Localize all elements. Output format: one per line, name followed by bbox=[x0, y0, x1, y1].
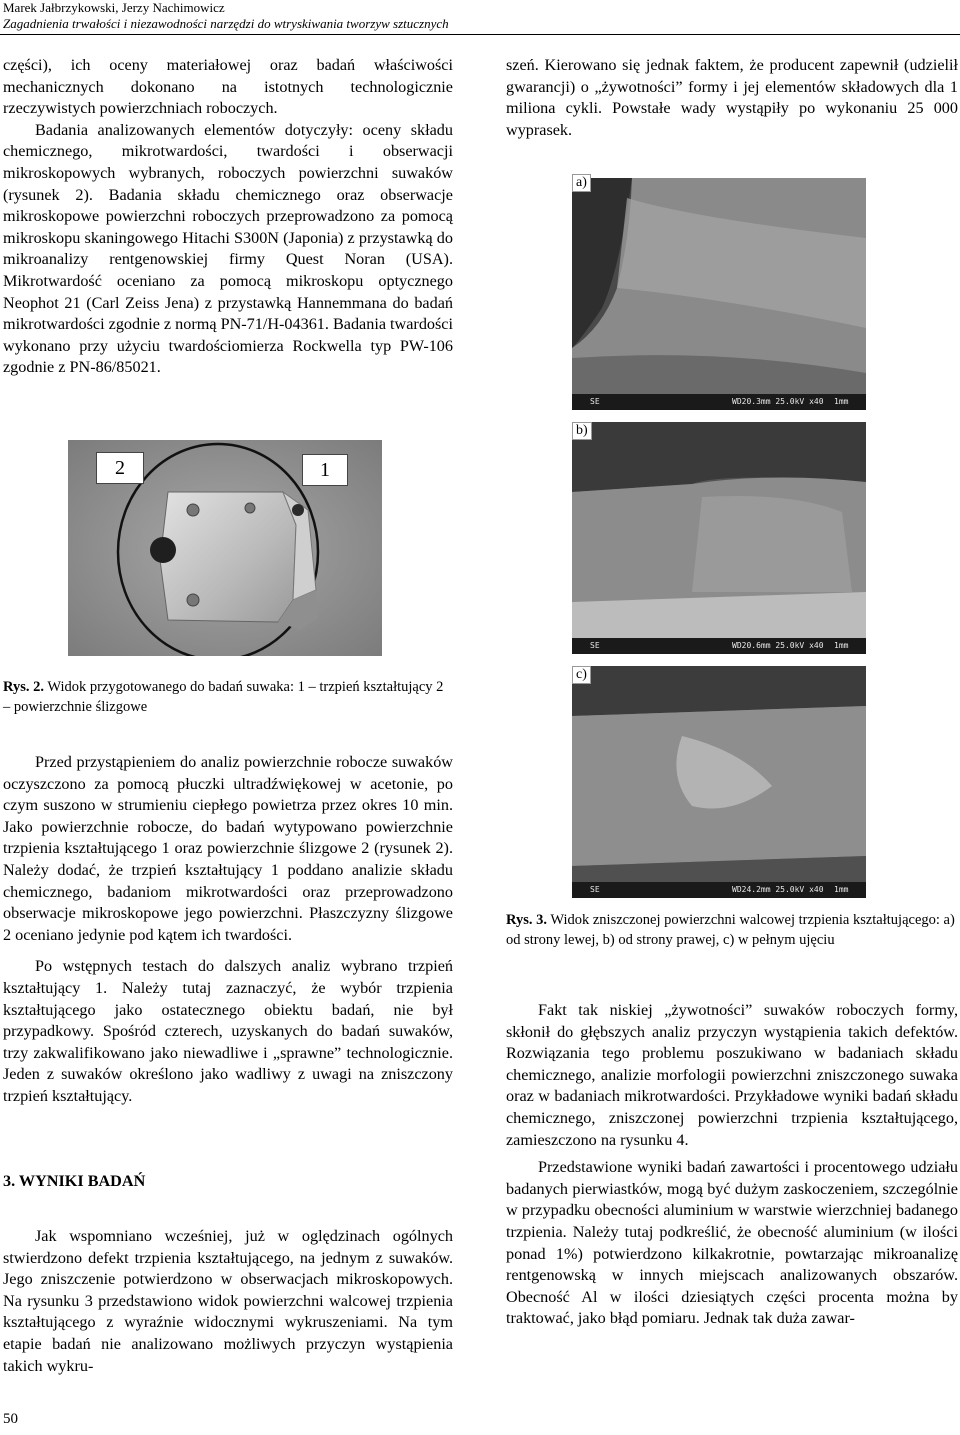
sem-b-drawing bbox=[572, 422, 866, 638]
sem-c-label: c) bbox=[572, 666, 591, 684]
figure-2-label-1: 1 bbox=[302, 454, 348, 486]
sem-image-b bbox=[572, 422, 866, 654]
paragraph: Po wstępnych testach do dalszych analiz wybrano trzpień kształtujący 1. Należy tutaj zaznaczyć, że wybór trzpienia kształtującego jako ostatecznego obiektu badań, nie był przypadkowy. Spośród czterech, uzyskanych do badań suwaków, trzy zakwalifikowano jako niewadliwe i „sprawne” technologicznie. Jeden z suwaków określono jako wadliwy z uwagi na zniszczony trzpień kształtujący. bbox=[3, 957, 453, 1105]
figure-2-label-2: 2 bbox=[96, 452, 144, 484]
sem-image-a bbox=[572, 178, 866, 410]
page-number: 50 bbox=[3, 1411, 18, 1427]
sem-c-scale: 1mm bbox=[834, 885, 849, 894]
figure-2-photo bbox=[68, 440, 382, 656]
header-journal: Zagadnienia trwałości i niezawodności narzędzi do wtryskiwania tworzyw sztucznych bbox=[3, 16, 449, 31]
figure-3-caption bbox=[506, 910, 958, 950]
sem-c-info-bar bbox=[572, 882, 866, 898]
running-header bbox=[3, 0, 449, 32]
paragraph: Badania analizowanych elementów dotyczyły: oceny składu chemicznego, mikrotwardości, twardości i obserwacji mikroskopowych wybranych, roboczych powierzchni suwaków (rysunek 2). Badania składu chemicznego oraz obserwacje mikroskopowe powierzchni roboczych przeprowadzono za pomocą mikroskopu skaningowego Hitachi S300N (Japonia) z przystawką do mikroanalizy rentgenowskiej firmy Quest Noran (USA). Mikrotwardość oceniano za pomocą mikroskopu optycznego Neophot 21 (Carl Zeiss Jena) z przystawką Hannemmana do badań mikrotwardości zgodnie z normą PN-71/H-04361. Badania twardości wykonano przy użyciu twardościomierza Rockwella typ PW-106 zgodnie z PN-86/85021. bbox=[3, 120, 453, 377]
section-heading: 3. WYNIKI BADAŃ bbox=[3, 1172, 146, 1190]
caption-label: Rys. 3. bbox=[506, 912, 547, 928]
sem-b-detector: SE bbox=[590, 641, 600, 650]
paragraph: Jak wspomniano wcześniej, już w oględzinach ogólnych stwierdzono defekt trzpienia kształtującego, na jednym z suwaków. Jego zniszczenie potwierdzono w obserwacjach mikroskopowych. Na rysunku 3 przedstawiono widok powierzchni walcowej trzpienia kształtującego z wyraźnie widocznymi wykruszeniami. Na tym etapie badań nie analizowano możliwych przyczyn wystąpienia takich wykru- bbox=[3, 1227, 453, 1375]
caption-text: Widok przygotowanego do badań suwaka: 1 – trzpień kształtujący 2 – powierzchnie ślizgowe bbox=[3, 679, 444, 715]
figure-2-caption bbox=[3, 677, 453, 717]
header-authors: Marek Jałbrzykowski, Jerzy Nachimowicz bbox=[3, 0, 225, 15]
paragraph: Przedstawione wyniki badań zawartości i procentowego udziału badanych pierwiastków, mogą być dużym zaskoczeniem, szczególnie w przypadku obecności aluminium w warstwie wierzchniej badanego trzpienia. Należy tutaj podkreślić, że obecność aluminium (w ilości ponad 1%) potwierdzono kilkakrotnie, powtarzając mikroanalizę rentgenowską w innych miejscach analizowanych obszarów. Obecność Al w ilości dziesiątych części procenta można by traktować, jako błąd pomiaru. Jednak tak duża zawar- bbox=[506, 1158, 958, 1328]
right-column-bottom bbox=[506, 1000, 958, 1330]
paragraph: szeń. Kierowano się jednak faktem, że producent zapewnił (udzielił gwarancji) o „żywotności” formy i jej elementów składowych dla 1 miliona cykli. Powstałe wady wystąpiły po wykonaniu 25 000 wyprasek. bbox=[506, 56, 958, 139]
paragraph: części), ich oceny materiałowej oraz badań właściwości mechanicznych dokonano na istotnych technologicznie rzeczywistych powierzchniach roboczych. bbox=[3, 56, 453, 118]
sem-c-drawing bbox=[572, 666, 866, 882]
caption-text: Widok zniszczonej powierzchni walcowej trzpienia kształtującego: a) od strony lewej, b) od strony prawej, c) w pełnym ujęciu bbox=[506, 912, 955, 948]
left-column-top bbox=[3, 55, 453, 379]
sem-a-info-bar bbox=[572, 394, 866, 410]
sem-b-info-bar bbox=[572, 638, 866, 654]
sem-c-detector: SE bbox=[590, 885, 600, 894]
sem-b-scale: 1mm bbox=[834, 641, 849, 650]
paragraph: Fakt tak niskiej „żywotności” suwaków roboczych formy, skłonił do głębszych analiz przyczyn wystąpienia takich defektów. Rozwiązania tego problemu poszukiwano w badaniach składu chemicznego, analizie morfologii powierzchni zniszczonego suwaka oraz w badaniach mikrotwardości. Przykładowe wyniki badań składu chemicznego, zniszczonej powierzchni trzpienia kształtującego, zamieszczono na rysunku 4. bbox=[506, 1001, 958, 1149]
sem-a-scale: 1mm bbox=[834, 397, 849, 406]
sem-a-drawing bbox=[572, 178, 866, 394]
sem-c-params: WD24.2mm 25.0kV x40 bbox=[732, 885, 824, 894]
sem-b-label: b) bbox=[572, 422, 592, 440]
caption-label: Rys. 2. bbox=[3, 679, 44, 695]
left-column-last bbox=[3, 1226, 453, 1377]
sem-image-c bbox=[572, 666, 866, 898]
sem-a-detector: SE bbox=[590, 397, 600, 406]
sem-b-params: WD20.6mm 25.0kV x40 bbox=[732, 641, 824, 650]
sem-a-label: a) bbox=[572, 174, 591, 192]
right-column-top bbox=[506, 55, 958, 141]
left-column-bottom bbox=[3, 752, 453, 1108]
sem-a-params: WD20.3mm 25.0kV x40 bbox=[732, 397, 824, 406]
header-rule bbox=[0, 34, 960, 35]
paragraph: Przed przystąpieniem do analiz powierzchnie robocze suwaków oczyszczono za pomocą płuczki ultradźwiękowej w acetonie, po czym suszono w strumieniu ciepłego powietrza przez okres 10 min. Jako powierzchnie robocze, do badań wytypowano powierzchnie trzpienia kształtującego 1 oraz powierzchnie ślizgowe 2 (rysunek 2). Należy dodać, że trzpień kształtujący 1 poddano analizie składu chemicznego, badaniom mikrotwardości oraz przeprowadzono obserwacje mikroskopowe jego powierzchni. Płaszczyzny ślizgowe 2 oceniano jedynie pod kątem ich twardości. bbox=[3, 753, 453, 944]
